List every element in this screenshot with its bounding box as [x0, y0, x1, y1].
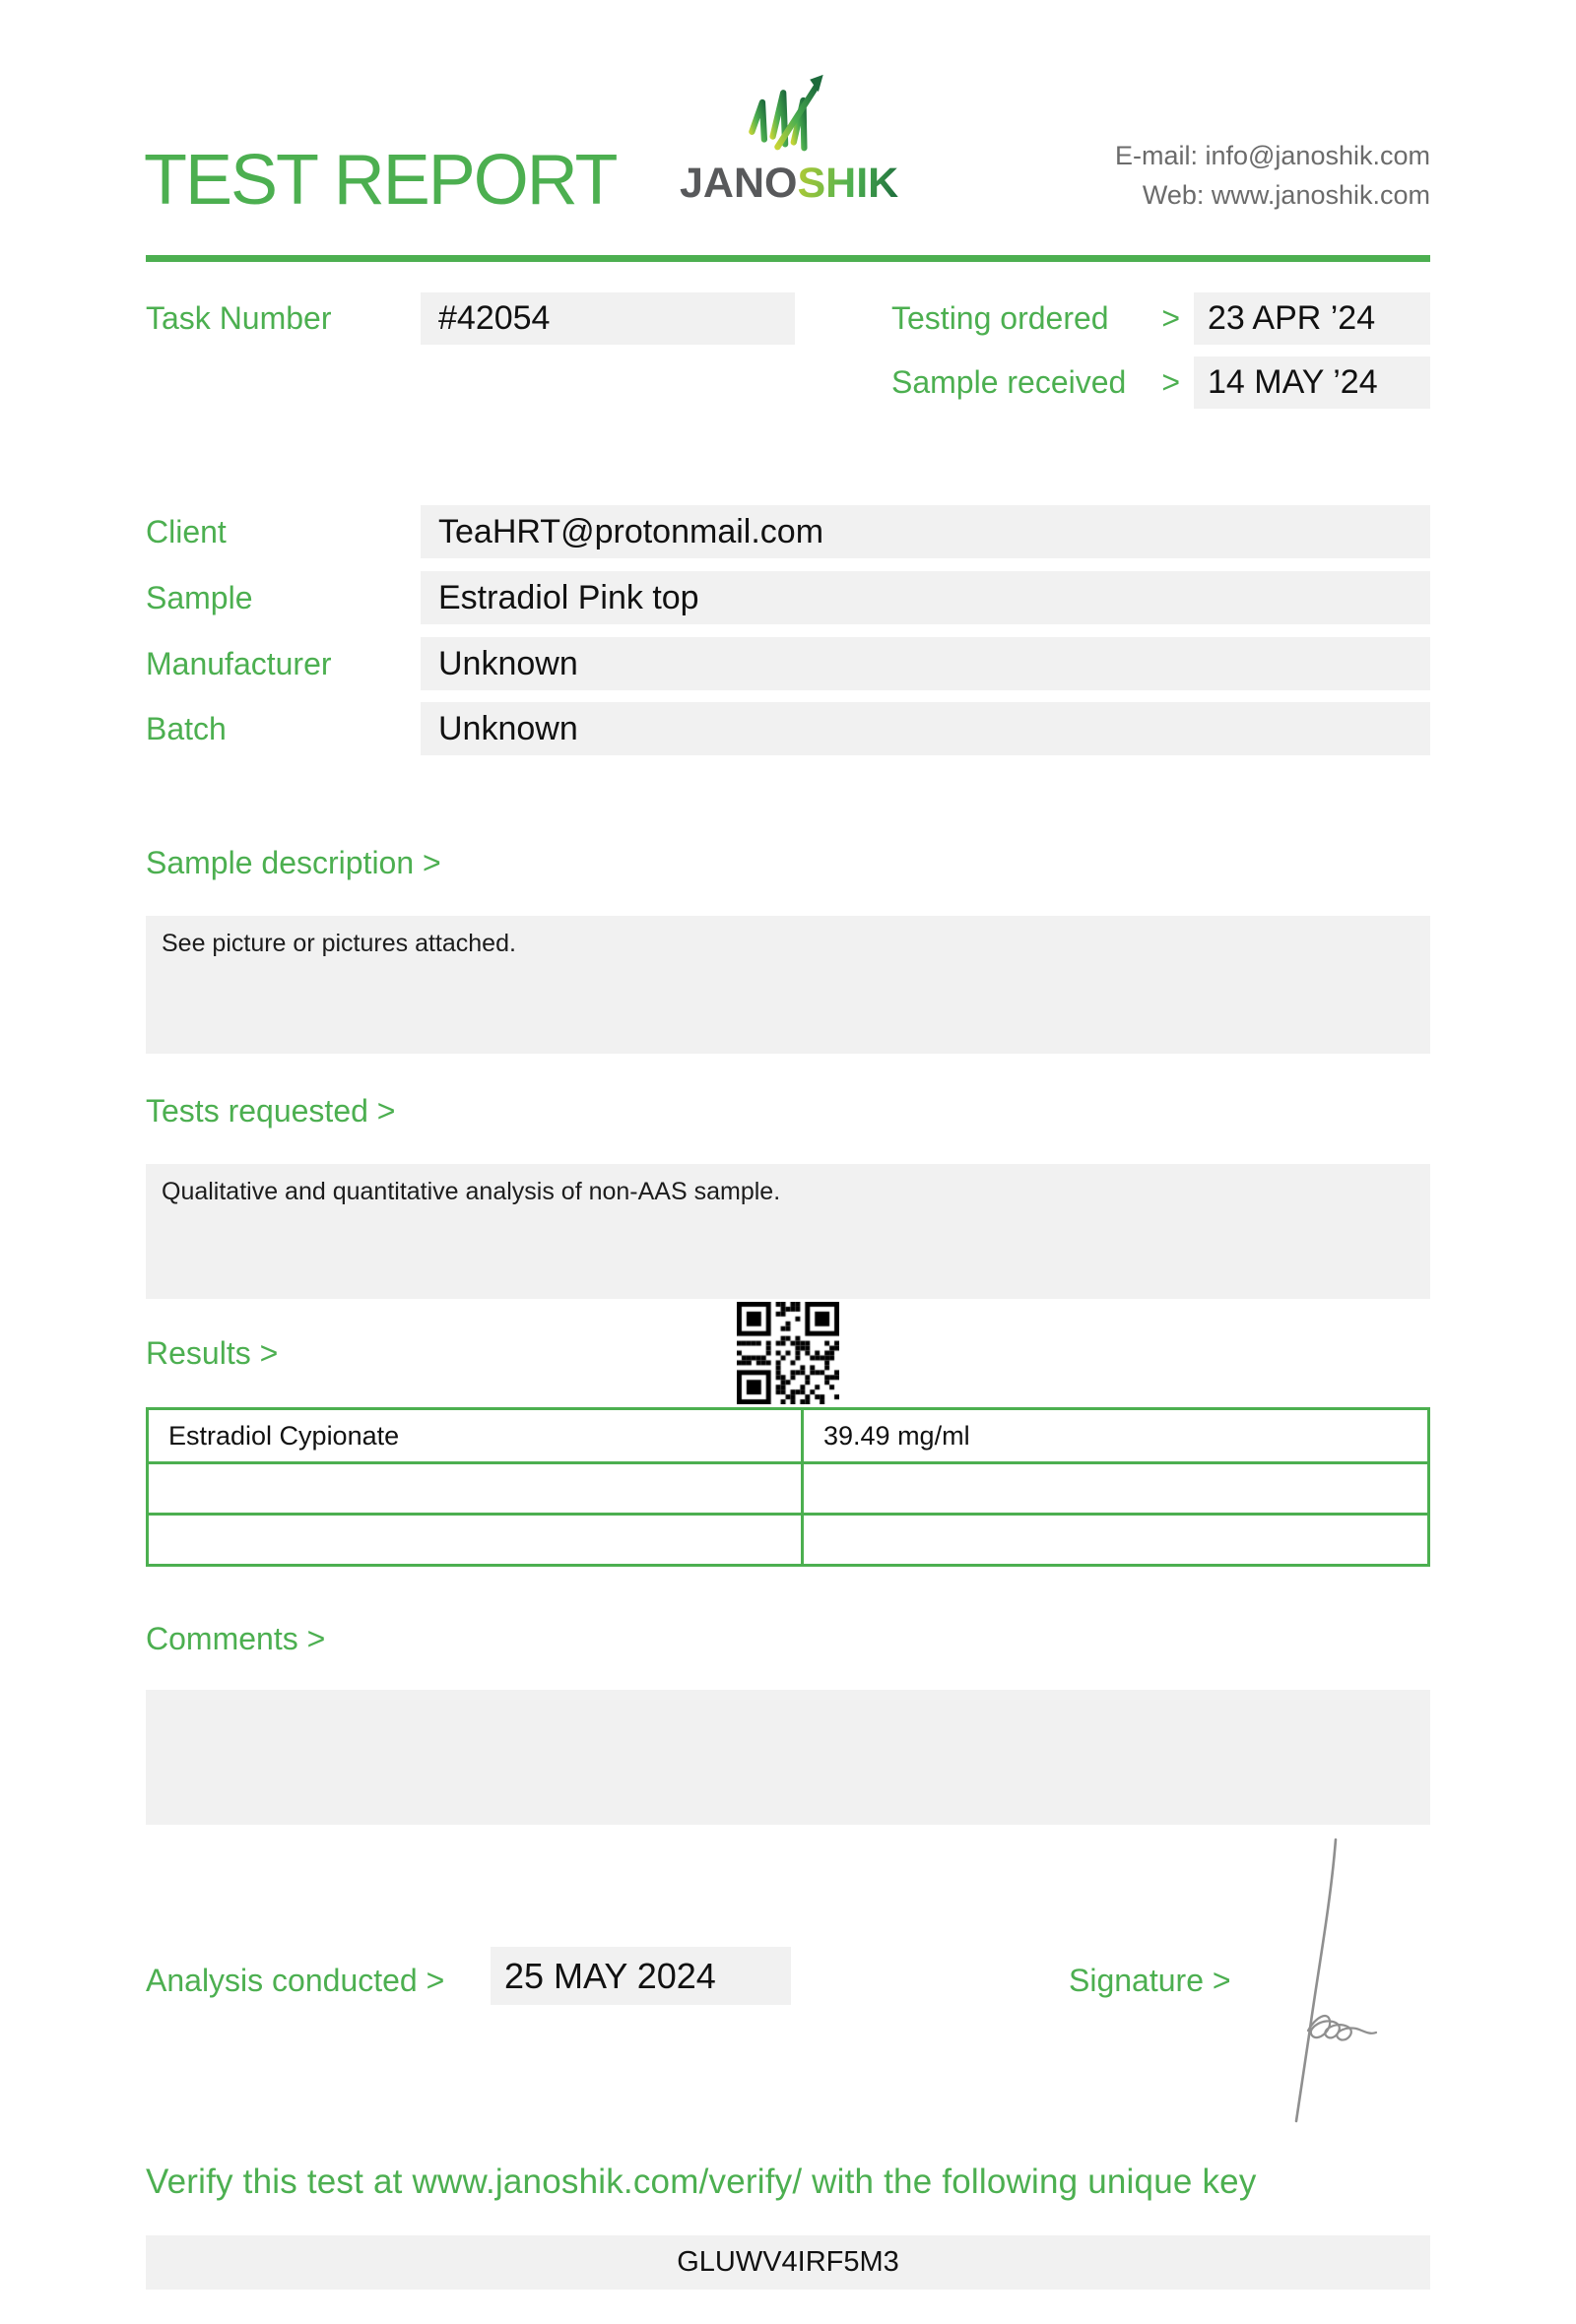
sample-received-value-box — [1194, 356, 1430, 409]
results-cell-value: 39.49 mg/ml — [801, 1410, 1427, 1461]
janoshik-logo — [680, 73, 899, 208]
manufacturer-value-box — [421, 637, 1430, 690]
client-value: TeaHRT@protonmail.com — [438, 513, 824, 550]
task-number-value: #42054 — [438, 299, 551, 337]
signature-label: Signature > — [1069, 1963, 1231, 1998]
task-number-label: Task Number — [146, 300, 332, 336]
tests-requested-heading: Tests requested > — [146, 1093, 396, 1129]
logo-wordmark — [680, 160, 899, 208]
client-value-box — [421, 505, 1430, 558]
testing-ordered-value-box — [1194, 292, 1430, 345]
results-cell-analyte — [149, 1513, 801, 1564]
analysis-date: 25 MAY 2024 — [504, 1956, 716, 1996]
tests-requested-box — [146, 1164, 1430, 1299]
chevron-right-icon: > — [1161, 300, 1180, 336]
results-cell-analyte — [149, 1461, 801, 1513]
page-title: TEST REPORT — [144, 141, 617, 220]
batch-value: Unknown — [438, 710, 578, 747]
results-heading: Results > — [146, 1335, 279, 1371]
batch-value-box — [421, 702, 1430, 755]
contact-web: Web: www.janoshik.com — [1142, 180, 1430, 210]
client-label: Client — [146, 514, 227, 549]
results-cell-analyte: Estradiol Cypionate — [168, 1421, 400, 1451]
manufacturer-label: Manufacturer — [146, 646, 332, 681]
testing-ordered-label: Testing ordered — [891, 300, 1109, 336]
sample-description-box — [146, 916, 1430, 1054]
chevron-right-icon: > — [1161, 364, 1180, 400]
batch-label: Batch — [146, 711, 227, 746]
logo-shik: SHIK — [797, 160, 899, 207]
tests-requested-text: Qualitative and quantitative analysis of non-AAS sample. — [162, 1178, 781, 1205]
analysis-conducted-label: Analysis conducted > — [146, 1963, 445, 1998]
results-table — [146, 1407, 1430, 1567]
sample-label: Sample — [146, 580, 253, 615]
growth-chart-icon — [744, 73, 832, 154]
sample-received-label: Sample received — [891, 364, 1127, 400]
verify-instructions: Verify this test at www.janoshik.com/verify/ with the following unique key — [146, 2163, 1257, 2201]
manufacturer-value: Unknown — [438, 645, 578, 682]
task-number-value-box — [421, 292, 795, 345]
verify-key-box — [146, 2235, 1430, 2290]
results-cell-value — [801, 1513, 1427, 1564]
qr-code — [737, 1302, 839, 1404]
sample-received-label-row — [891, 361, 1180, 403]
header-divider — [146, 255, 1430, 262]
signature-image — [1249, 1834, 1416, 2129]
contact-info — [985, 136, 1430, 215]
sample-value-box — [421, 571, 1430, 624]
comments-box — [146, 1690, 1430, 1825]
testing-ordered-label-row — [891, 297, 1180, 339]
verify-key: GLUWV4IRF5M3 — [677, 2246, 899, 2278]
sample-description-text: See picture or pictures attached. — [162, 930, 516, 957]
logo-jano: JANO — [680, 160, 798, 207]
sample-received-date: 14 MAY ’24 — [1208, 363, 1378, 401]
sample-value: Estradiol Pink top — [438, 579, 699, 616]
contact-email: E-mail: info@janoshik.com — [1114, 141, 1430, 170]
results-cell-value — [801, 1461, 1427, 1513]
comments-heading: Comments > — [146, 1621, 326, 1656]
comments-text — [146, 1690, 1430, 1713]
analysis-date-box — [491, 1947, 791, 2005]
testing-ordered-date: 23 APR ’24 — [1208, 299, 1376, 337]
sample-description-heading: Sample description > — [146, 845, 441, 880]
